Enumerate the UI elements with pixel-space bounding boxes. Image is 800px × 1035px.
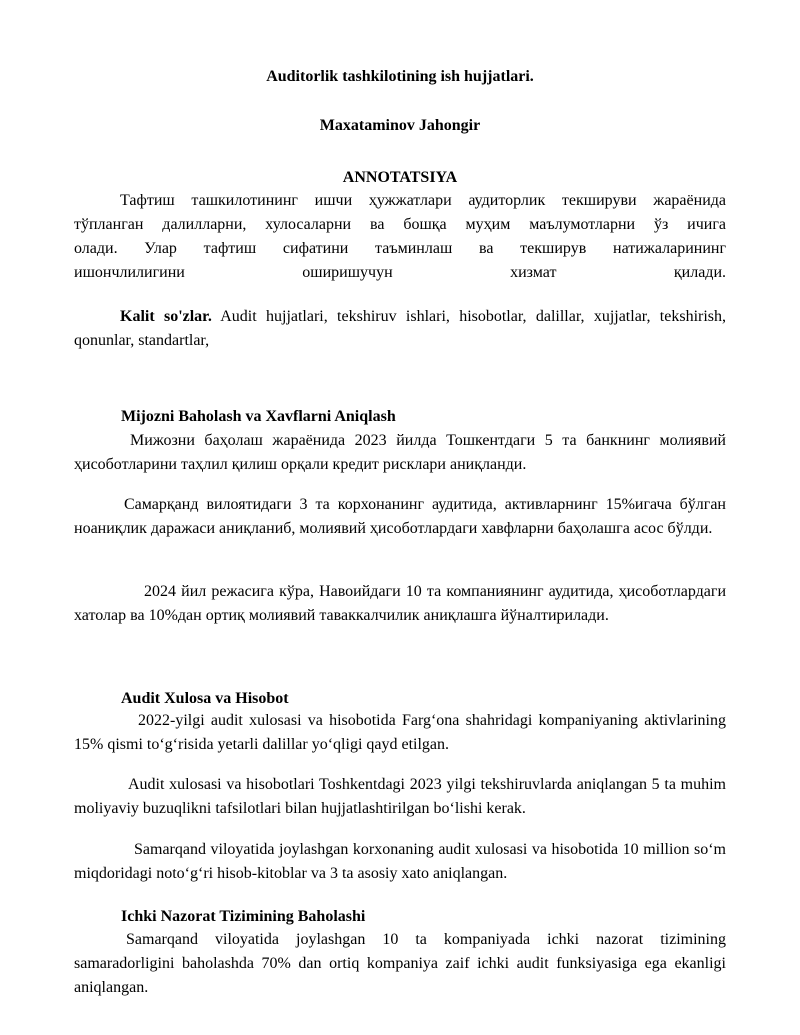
section-paragraph: 2022-yilgi audit xulosasi va hisobotida Farg‘ona shahridagi kompaniyaning aktivlarining 15% qismi to‘g‘risida yetarli dalillar yo‘qligi qayd etilgan. xyxy=(74,712,726,753)
annotation-heading: ANNOTATSIYA xyxy=(342,169,458,186)
document-title: Auditorlik tashkilotining ish hujjatlari. xyxy=(266,68,534,85)
section-paragraph: Самарқанд вилоятидаги 3 та корхонанинг аудитида, активларнинг 15%игача бўлган ноаниқлик даражаси аниқланиб, молиявий ҳисоботлардаги хавфларни баҳолашга асос бўлди. xyxy=(74,496,726,537)
section-heading: Ichki Nazorat Tizimining Baholashi xyxy=(121,908,366,925)
keywords-paragraph xyxy=(74,305,726,353)
section-paragraph: 2024 йил режасига кўра, Навоийдаги 10 та компаниянинг аудитида, ҳисоботлардаги хатолар ва 10%дан ортиқ молиявий таваккалчилик аниқлашга йўналтирилади. xyxy=(74,583,726,624)
section-heading: Audit Xulosa va Hisobot xyxy=(121,690,289,707)
keywords-label: Kalit so'zlar. xyxy=(120,308,212,325)
section-paragraph: Samarqand viloyatida joylashgan korxonaning audit xulosasi va hisobotida 10 million so‘m miqdoridagi noto‘g‘ri hisob-kitoblar va 3 ta asosiy xato aniqlangan. xyxy=(74,841,726,882)
annotation-line: олади. Улар тафтиш сифатини таъминлаш ва текширув натижаларининг xyxy=(74,240,726,257)
annotation-line: Тафтиш ташкилотининг ишчи ҳужжатлари аудиторлик текшируви жараёнида xyxy=(120,192,726,209)
section-paragraph: Audit xulosasi va hisobotlari Toshkentdagi 2023 yilgi tekshiruvlarda aniqlangan 5 ta muhim moliyaviy buzuqlikni tafsilotlari bilan hujjatlashtirilgan bo‘lishi kerak. xyxy=(74,776,726,817)
annotation-line: тўпланган далилларни, хулосаларни ва бошқа муҳим маълумотларни ўз ичига xyxy=(74,216,726,233)
author-name: Maxataminov Jahongir xyxy=(319,117,481,134)
section-heading: Mijozni Baholash va Xavflarni Aniqlash xyxy=(121,408,396,425)
section-paragraph: Мижозни баҳолаш жараёнида 2023 йилда Тошкентдаги 5 та банкнинг молиявий ҳисоботларини таҳлил қилиш орқали кредит рисклари аниқланди. xyxy=(74,432,726,473)
section-paragraph: Samarqand viloyatida joylashgan 10 ta kompaniyada ichki nazorat tizimining samaradorligini baholashda 70% dan ortiq kompaniya zaif ichki audit funksiyasiga ega ekanligi aniqlangan. xyxy=(74,931,726,996)
annotation-line: ишончлилигини оширишучун хизмат қилади. xyxy=(74,264,726,281)
annotation-text xyxy=(74,189,726,285)
keywords-text: Audit hujjatlari, tekshiruv ishlari, hisobotlar, dalillar, xujjatlar, tekshirish, qonunlar, standartlar, xyxy=(74,308,727,349)
